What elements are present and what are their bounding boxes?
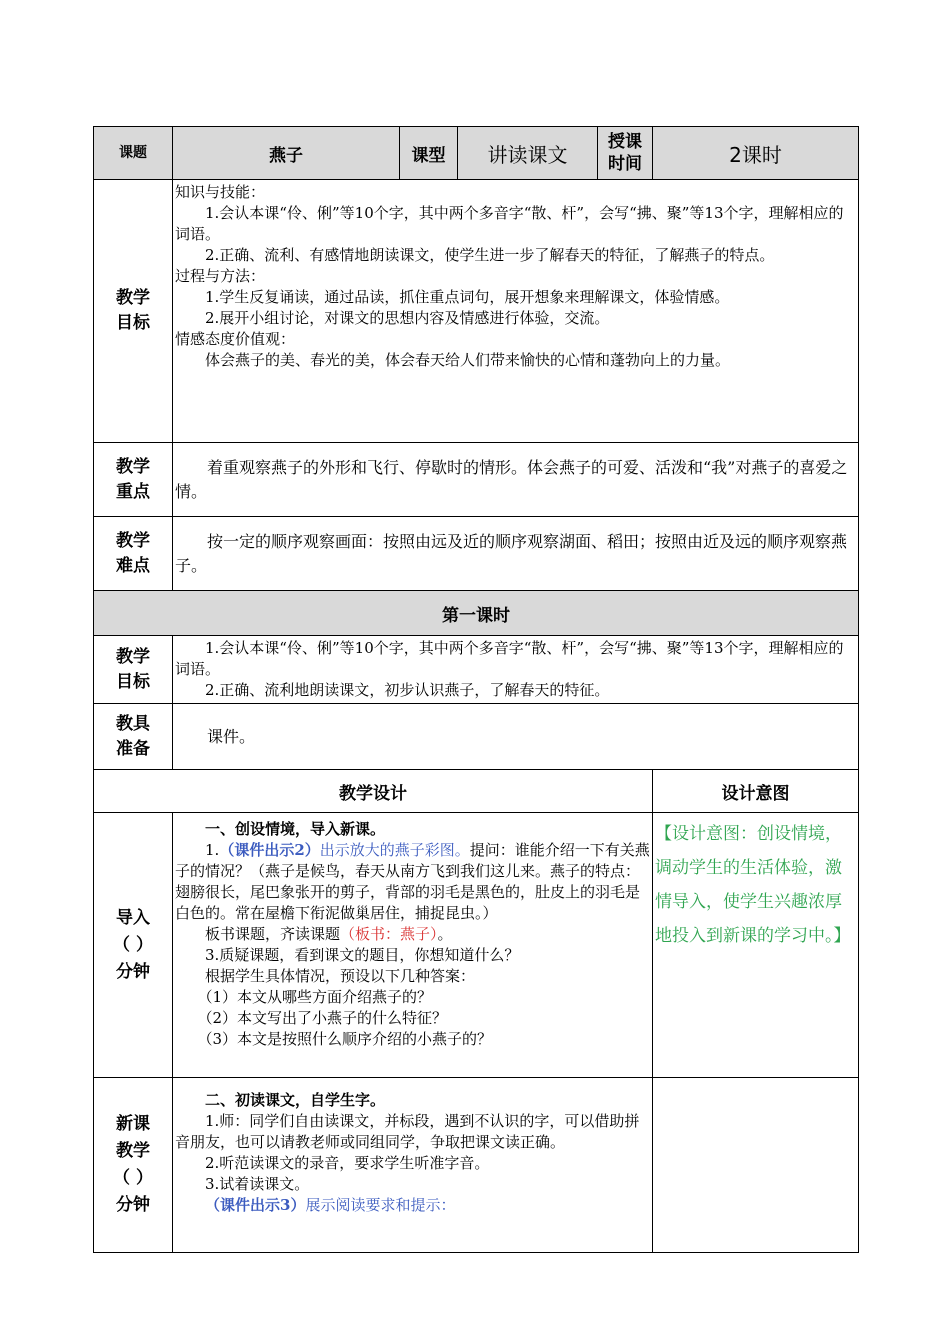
design-header: 教学设计 [94, 770, 653, 813]
lesson1-objectives-label: 教学目标 [94, 636, 173, 704]
newlesson-step-4: （课件出示3）展示阅读要求和提示： [205, 1196, 456, 1214]
design-header-row [94, 770, 859, 813]
lesson1-title: 第一课时 [94, 591, 859, 636]
key-points-label: 教学重点 [94, 443, 173, 517]
key-points-row [94, 443, 859, 517]
difficulties-row [94, 517, 859, 591]
time-label: 授课时间 [598, 127, 653, 180]
type-label: 课型 [400, 127, 458, 180]
tools-label: 教具准备 [94, 704, 173, 770]
tools-content: 课件。 [173, 704, 859, 770]
knowledge-title: 知识与技能： [175, 183, 266, 201]
intro-answer-3: （3）本文是按照什么顺序介绍的小燕子的？ [197, 1030, 493, 1048]
newlesson-step-3: 3.试着读课文。 [205, 1175, 310, 1193]
intro-heading: 一、创设情境，导入新课。 [205, 820, 386, 838]
lesson1-objectives-row [94, 636, 859, 704]
subject-label: 课题 [94, 127, 173, 180]
intro-intent: 【设计意图：创设情境，调动学生的生活体验，激情导入，使学生兴趣浓厚地投入到新课的学习中。】 [653, 813, 859, 1078]
newlesson-content [173, 1078, 653, 1253]
subject-value: 燕子 [173, 127, 400, 180]
newlesson-intent [653, 1078, 859, 1253]
lesson1-objectives-content: 1.会认本课“伶、俐”等10个字，其中两个多音字“散、杆”，会写“拂、聚”等13个字，理解相应的词语。 2.正确、流利地朗读课文，初步认识燕子，了解春天的特征。 [173, 636, 859, 704]
intro-answer-1: （1）本文从哪些方面介绍燕子的？ [197, 988, 433, 1006]
type-value: 讲读课文 [458, 127, 598, 180]
knowledge-2: 2.正确、流利、有感情地朗读课文，使学生进一步了解春天的特征，了解燕子的特点。 [205, 246, 775, 264]
newlesson-heading: 二、初读课文，自学生字。 [205, 1091, 386, 1109]
intro-answer-2: （2）本文写出了小燕子的什么特征？ [197, 1009, 448, 1027]
intro-step-2: 板书课题，齐读课题（板书：燕子）。 [205, 925, 453, 943]
newlesson-step-1: 1.师：同学们自由读课文，并标段，遇到不认识的字，可以借助拼音朋友，也可以请教老师或同组同学，争取把课文读正确。 [175, 1112, 640, 1151]
intro-row [94, 813, 859, 1078]
lesson1-title-row [94, 591, 859, 636]
intro-step-1: 1.（课件出示2）出示放大的燕子彩图。提问：谁能介绍一下有关燕子的情况？（燕子是候鸟，春天从南方飞到我们这儿来。燕子的特点：翅膀很长，尾巴象张开的剪子，背部的羽毛是黑色的，肚皮上的羽毛是白色的。常在屋檐下衔泥做巢居住，捕捉昆虫。） [175, 841, 650, 922]
objectives-row [94, 180, 859, 443]
intro-step-3: 3.质疑课题，看到课文的题目，你想知道什么？ [205, 946, 520, 964]
time-value: 2课时 [653, 127, 859, 180]
difficulties-label: 教学难点 [94, 517, 173, 591]
intent-header: 设计意图 [653, 770, 859, 813]
lesson-plan-table [93, 126, 859, 1253]
key-points-content: 着重观察燕子的外形和飞行、停歇时的情形。体会燕子的可爱、活泼和“我”对燕子的喜爱之情。 [173, 443, 859, 517]
objectives-label: 教学目标 [94, 180, 173, 443]
newlesson-row [94, 1078, 859, 1253]
emotion-1: 体会燕子的美、春光的美，体会春天给人们带来愉快的心情和蓬勃向上的力量。 [205, 351, 731, 369]
process-1: 1.学生反复诵读，通过品读，抓住重点词句，展开想象来理解课文，体验情感。 [205, 288, 730, 306]
tools-row [94, 704, 859, 770]
knowledge-1: 1.会认本课“伶、俐”等10个字，其中两个多音字“散、杆”，会写“拂、聚”等13个字，理解相应的词语。 [175, 204, 844, 243]
intro-content [173, 813, 653, 1078]
process-title: 过程与方法： [175, 267, 266, 285]
intro-label: 导入（ ）分钟 [94, 813, 173, 1078]
process-2: 2.展开小组讨论，对课文的思想内容及情感进行体验，交流。 [205, 309, 610, 327]
intro-step-4: 根据学生具体情况，预设以下几种答案： [205, 967, 476, 985]
newlesson-step-2: 2.听范读课文的录音，要求学生听准字音。 [205, 1154, 490, 1172]
objectives-content [173, 180, 859, 443]
header-row [94, 127, 859, 180]
difficulties-content: 按一定的顺序观察画面：按照由远及近的顺序观察湖面、稻田；按照由近及远的顺序观察燕子。 [173, 517, 859, 591]
newlesson-label: 新课教学（ ）分钟 [94, 1078, 173, 1253]
emotion-title: 情感态度价值观： [175, 330, 296, 348]
